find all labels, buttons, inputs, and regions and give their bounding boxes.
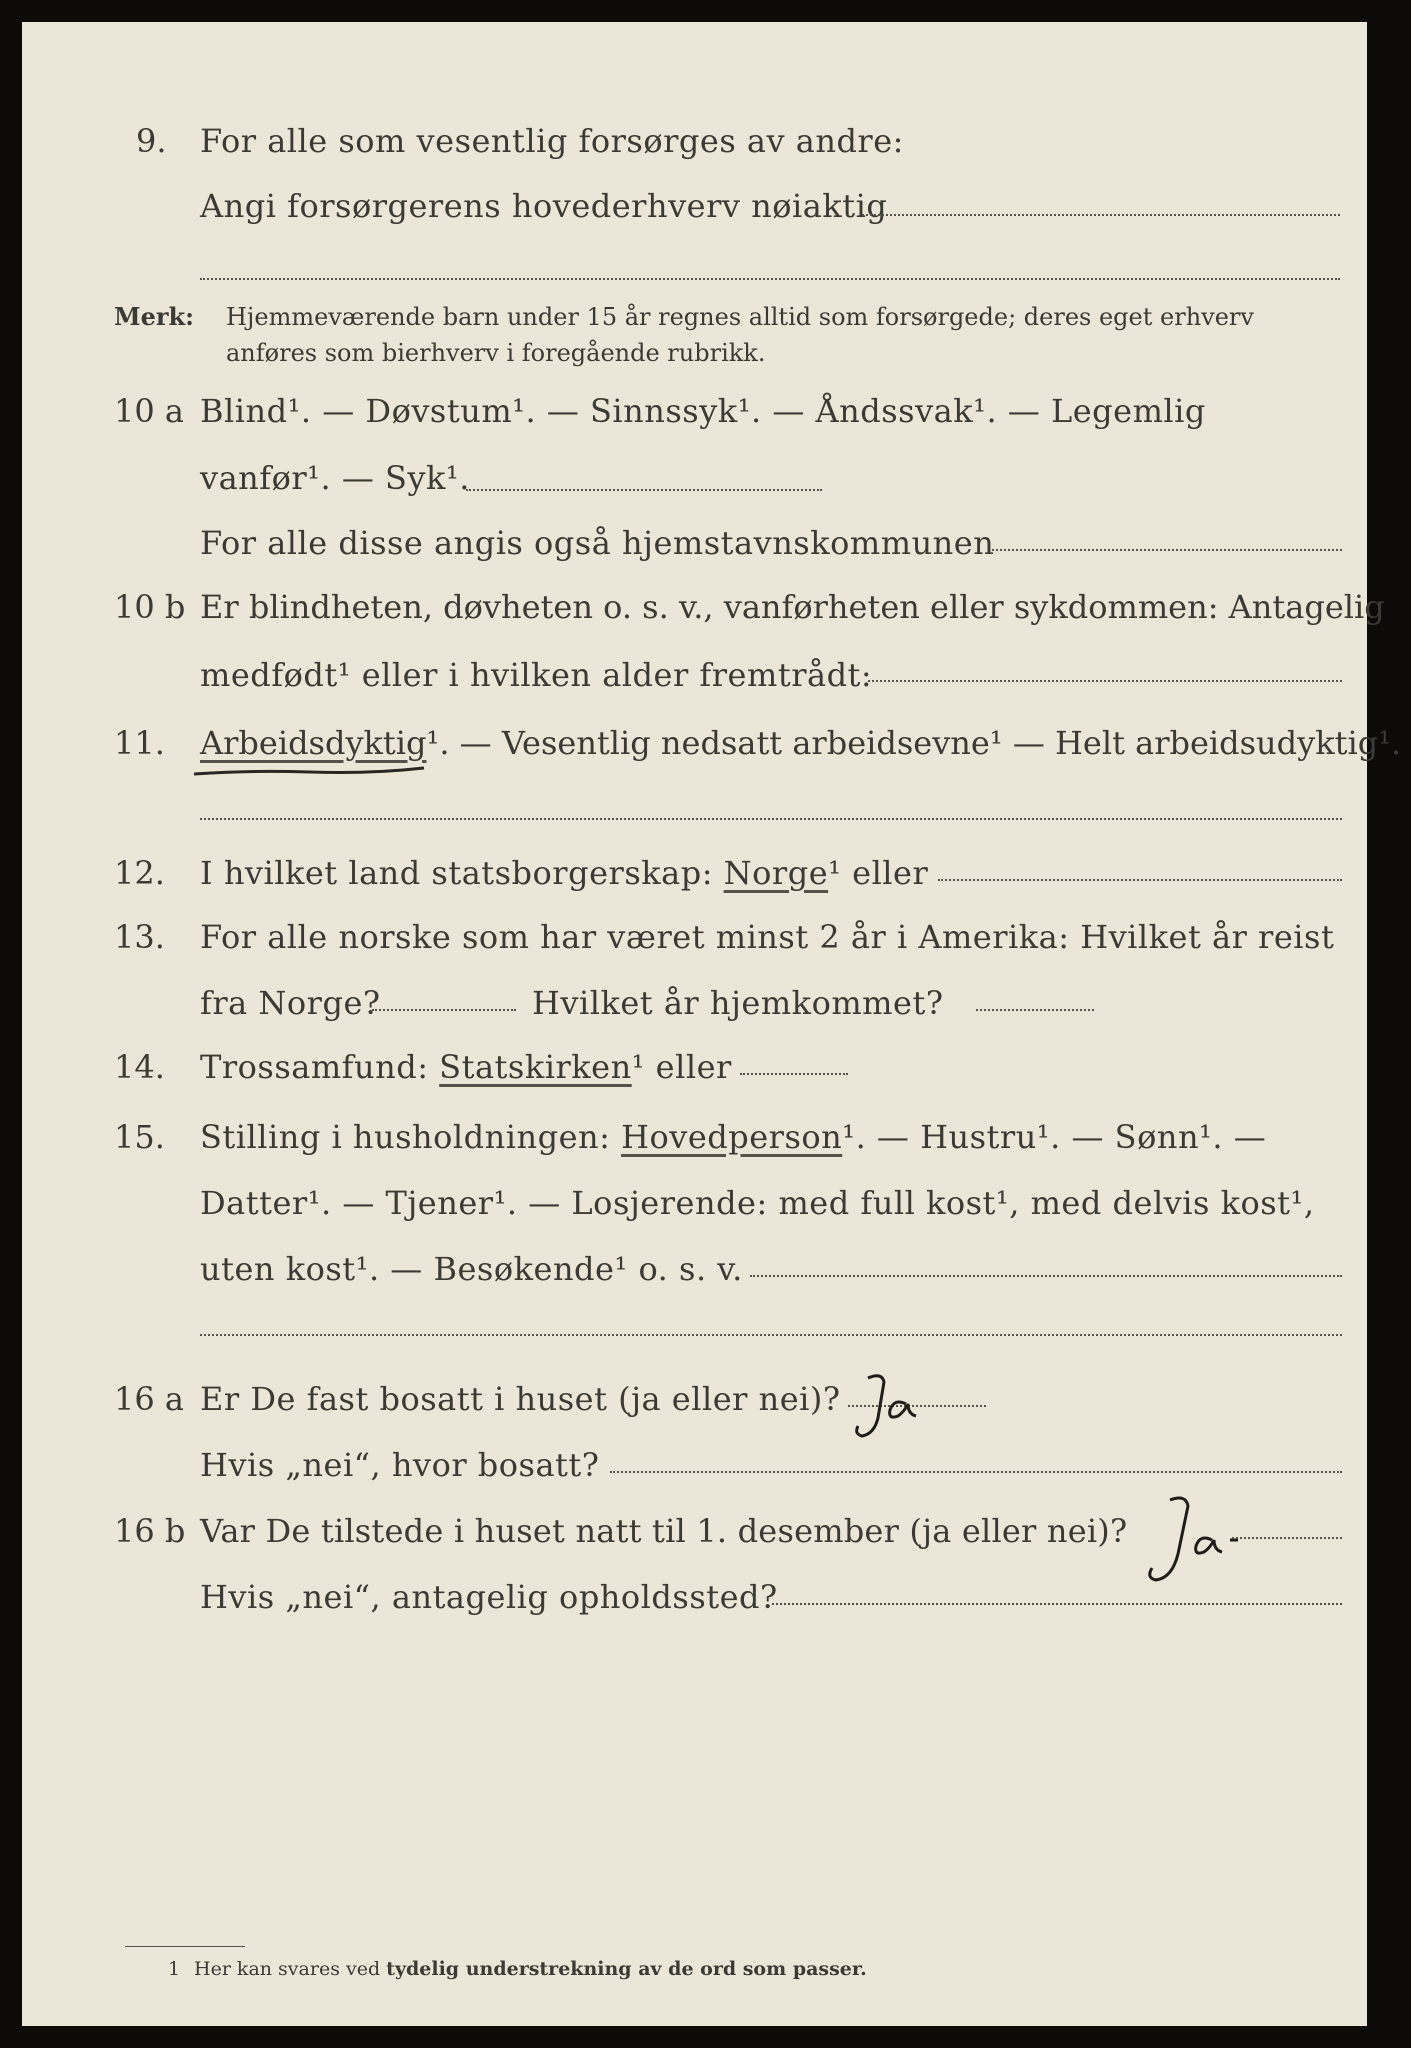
answer-line (772, 1603, 1342, 1605)
answer-line (868, 680, 1342, 682)
item-15-number: 15. (114, 1118, 165, 1156)
selected-answer: Hovedperson (621, 1118, 843, 1156)
handwritten-answer-ja (838, 1370, 958, 1450)
item-12-number: 12. (114, 854, 165, 892)
handwritten-underline (190, 760, 430, 782)
answer-line (200, 278, 1340, 280)
item-16a-question-line2: Hvis „nei“, hvor bosatt? (200, 1446, 600, 1484)
scan-border (1367, 0, 1411, 2048)
item-16a-number: 16 a (114, 1380, 184, 1418)
item-14-question (200, 1048, 732, 1086)
item-16a-question: Er De fast bosatt i huset (ja eller nei)? (200, 1380, 841, 1418)
item-15-question-line3: uten kost¹. — Besøkende¹ o. s. v. (200, 1250, 743, 1288)
item-12-suffix: ¹ eller (828, 854, 929, 892)
item-11-question (200, 724, 1401, 762)
footnote-text (194, 1958, 867, 1980)
footnote-divider (125, 1946, 245, 1947)
footnote-mark: 1 (168, 1958, 181, 1980)
item-10b-question-line2: medfødt¹ eller i hvilken alder fremtrådt: (200, 656, 873, 694)
item-15-options: ¹. — Hustru¹. — Sønn¹. — (842, 1118, 1267, 1156)
item-15-question-line2: Datter¹. — Tjener¹. — Losjerende: med full kost¹, med delvis kost¹, (200, 1184, 1315, 1222)
answer-line (750, 1275, 1342, 1277)
item-9-number: 9. (136, 122, 167, 160)
answer-line (1232, 1537, 1342, 1539)
item-12-text: I hvilket land statsborgerskap: (200, 854, 713, 892)
item-13-question-line2a: fra Norge? (200, 984, 381, 1022)
footnote-text-pre: Her kan svares ved (194, 1958, 381, 1980)
note-text-line2: anføres som bierhverv i foregående rubrikk. (226, 339, 766, 367)
note-text-line1: Hjemmeværende barn under 15 år regnes alltid som forsørgede; deres eget erhverv (226, 303, 1254, 331)
item-9-question-line2: Angi forsørgerens hovederhverv nøiaktig (200, 187, 888, 225)
answer-line (200, 1334, 1342, 1336)
note-label: Merk: (114, 302, 194, 331)
answer-line (372, 1009, 516, 1011)
item-16b-number: 16 b (114, 1512, 186, 1550)
item-12-question (200, 854, 928, 892)
item-10a-question: Blind¹. — Døvstum¹. — Sinnssyk¹. — Åndssvak¹. — Legemlig (200, 392, 1206, 430)
item-14-number: 14. (114, 1048, 165, 1086)
footnote-text-bold: tydelig understrekning av de ord som passer. (386, 1958, 867, 1980)
item-13-question-line2b: Hvilket år hjemkommet? (532, 984, 944, 1022)
item-10b-number: 10 b (114, 588, 186, 626)
item-14-suffix: ¹ eller (631, 1048, 732, 1086)
item-13-number: 13. (114, 918, 165, 956)
answer-line (992, 549, 1342, 551)
selected-answer: Arbeidsdyktig (200, 724, 427, 762)
item-10a-question-line2: vanfør¹. — Syk¹. (200, 459, 470, 497)
answer-line (740, 1073, 848, 1075)
selected-answer: Statskirken (439, 1048, 632, 1086)
handwritten-answer-ja (1130, 1490, 1270, 1600)
item-10a-question-line3: For alle disse angis også hjemstavnskommunen (200, 524, 995, 562)
answer-line (862, 214, 1340, 216)
answer-line (976, 1009, 1094, 1011)
item-16b-question: Var De tilstede i huset natt til 1. desember (ja eller nei)? (200, 1512, 1128, 1550)
item-11-options: ¹. — Vesentlig nedsatt arbeidsevne¹ — Helt arbeidsudyktig¹. (426, 724, 1402, 762)
item-10b-question: Er blindheten, døvheten o. s. v., vanførheten eller sykdommen: Antagelig (200, 588, 1385, 626)
answer-line (200, 818, 1342, 820)
item-15-question (200, 1118, 1266, 1156)
selected-answer: Norge (723, 854, 829, 892)
item-9-question: For alle som vesentlig forsørges av andre: (200, 122, 904, 160)
item-16b-question-line2: Hvis „nei“, antagelig opholdssted? (200, 1578, 778, 1616)
item-11-number: 11. (114, 724, 165, 762)
answer-line (466, 489, 822, 491)
answer-line (938, 879, 1342, 881)
item-15-text: Stilling i husholdningen: (200, 1118, 611, 1156)
item-10a-number: 10 a (114, 392, 184, 430)
item-14-text: Trossamfund: (200, 1048, 429, 1086)
item-13-question: For alle norske som har været minst 2 år i Amerika: Hvilket år reist (200, 918, 1335, 956)
answer-line (610, 1471, 1342, 1473)
